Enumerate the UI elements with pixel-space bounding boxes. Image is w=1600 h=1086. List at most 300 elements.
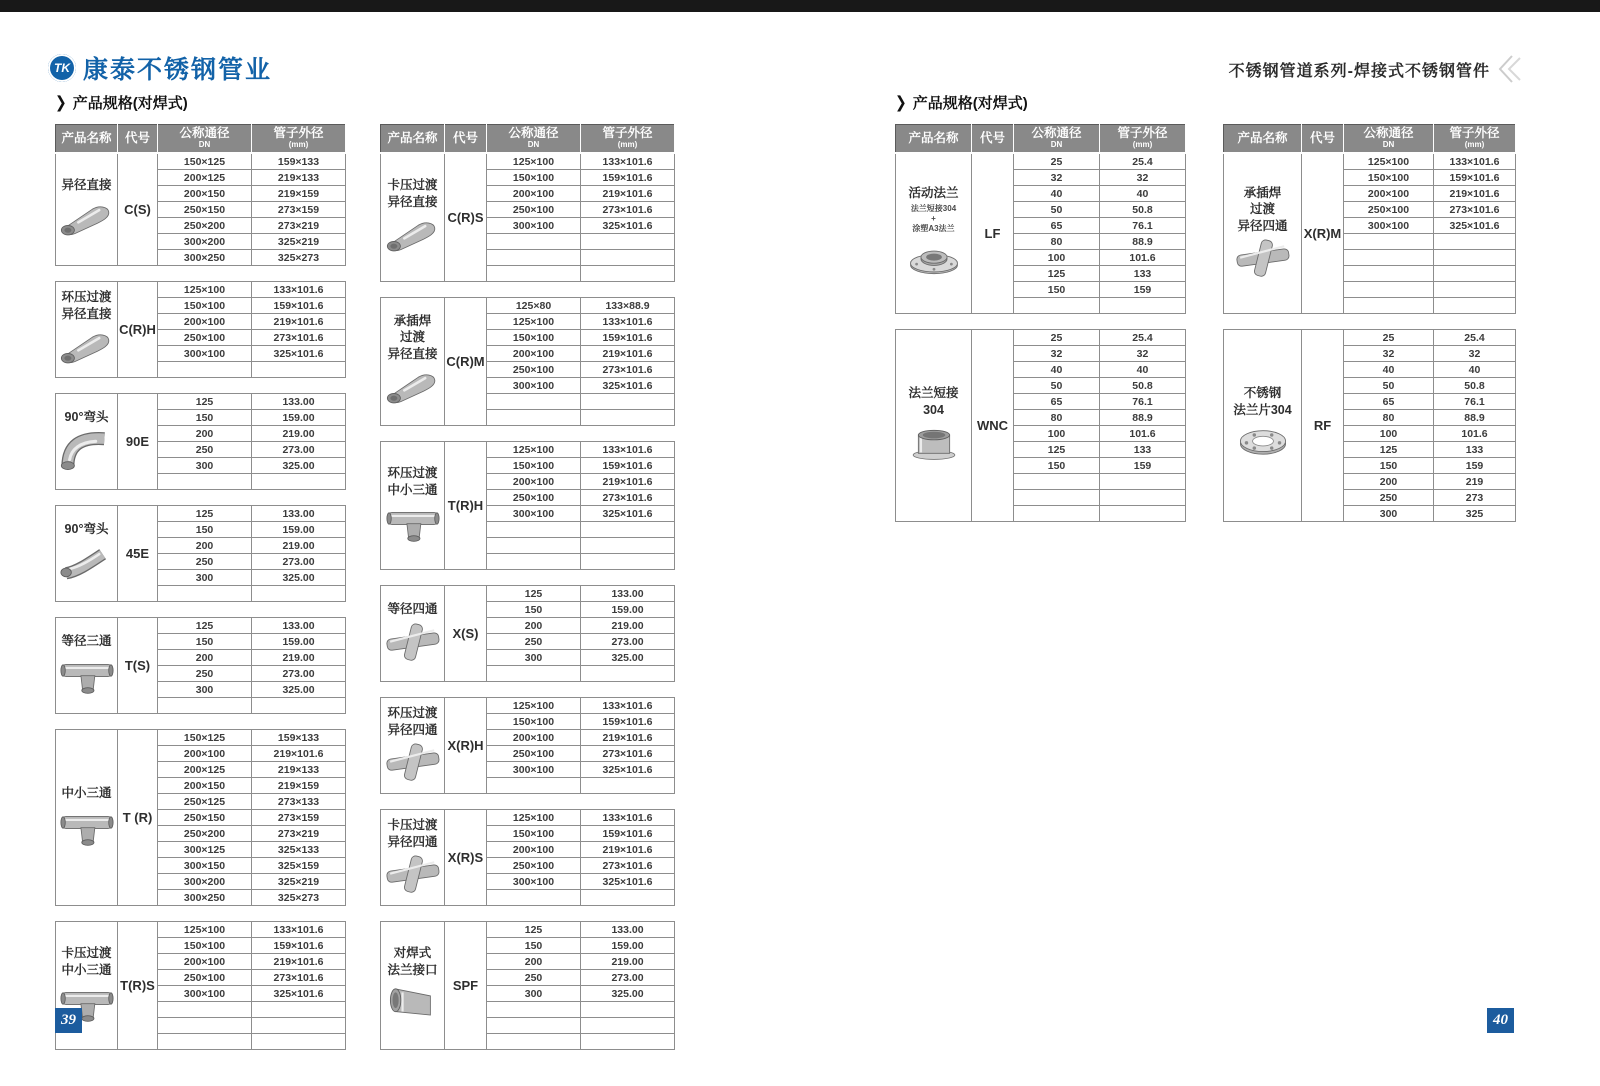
spec-table-trs <box>55 921 346 1050</box>
reducer-fitting-image <box>59 198 115 242</box>
dn-value: 150×100 <box>158 938 252 954</box>
od-value: 40 <box>1100 186 1186 202</box>
dn-value <box>1014 506 1100 522</box>
od-value: 25.4 <box>1100 153 1186 170</box>
od-value: 32 <box>1100 346 1186 362</box>
dn-value: 250×100 <box>487 490 581 506</box>
reducer-fitting-image <box>385 366 441 410</box>
od-value <box>1100 474 1186 490</box>
od-value: 325×219 <box>252 874 346 890</box>
dn-value <box>487 666 581 682</box>
dn-value: 125 <box>487 922 581 938</box>
dn-value: 50 <box>1344 378 1434 394</box>
dn-value <box>487 234 581 250</box>
spec-table-90e <box>55 393 346 490</box>
dn-value: 150 <box>1344 458 1434 474</box>
od-value: 219×101.6 <box>1434 186 1516 202</box>
table-column-1 <box>55 124 345 1065</box>
product-name: 承插焊 过渡 异径直接 <box>387 314 438 361</box>
dn-value: 200×100 <box>158 746 252 762</box>
od-value: 325×219 <box>252 234 346 250</box>
dn-value: 125 <box>1014 266 1100 282</box>
od-value: 325.00 <box>252 458 346 474</box>
product-code: C(R)M <box>445 298 487 426</box>
od-value: 76.1 <box>1100 218 1186 234</box>
dn-value: 300×250 <box>158 890 252 906</box>
dn-value: 125×100 <box>158 282 252 298</box>
dn-value: 250×125 <box>158 794 252 810</box>
od-value: 273×219 <box>252 826 346 842</box>
dn-value: 200 <box>1344 474 1434 490</box>
od-value: 133×101.6 <box>1434 153 1516 170</box>
od-value: 159×133 <box>252 153 346 170</box>
header-od: 管子外径 (mm) <box>1434 125 1516 154</box>
dn-value: 150 <box>158 410 252 426</box>
header-dn: 公称通径 DN <box>1344 125 1434 154</box>
table-row <box>56 730 346 746</box>
table-row <box>1224 330 1516 346</box>
product-name: 环压过渡 异径四通 <box>387 706 438 737</box>
od-value: 32 <box>1434 346 1516 362</box>
dn-value: 200×125 <box>158 170 252 186</box>
od-value: 273.00 <box>581 634 675 650</box>
dn-value: 150×100 <box>487 458 581 474</box>
dn-value: 250×100 <box>487 746 581 762</box>
dn-value: 300 <box>158 458 252 474</box>
dn-value <box>1014 490 1100 506</box>
od-value: 219.00 <box>252 538 346 554</box>
od-value: 133×101.6 <box>581 442 675 458</box>
product-name-cell <box>1224 330 1302 522</box>
dn-value: 300×100 <box>487 874 581 890</box>
dn-value: 125×100 <box>158 922 252 938</box>
dn-value: 80 <box>1014 410 1100 426</box>
od-value: 133×88.9 <box>581 298 675 314</box>
dn-value: 100 <box>1014 250 1100 266</box>
od-value: 88.9 <box>1434 410 1516 426</box>
table-row <box>381 298 675 314</box>
dn-value <box>487 250 581 266</box>
product-code: T(R)S <box>118 922 158 1050</box>
dn-value: 200 <box>487 954 581 970</box>
dn-value: 250 <box>158 666 252 682</box>
dn-value <box>487 890 581 906</box>
od-value <box>581 234 675 250</box>
od-value: 219×101.6 <box>581 186 675 202</box>
dn-value: 125×100 <box>487 810 581 826</box>
table-row <box>56 153 346 170</box>
od-value <box>252 474 346 490</box>
spec-table-45e <box>55 505 346 602</box>
series-title: 不锈钢管道系列-焊接式不锈钢管件 <box>1228 63 1490 80</box>
od-value: 273.00 <box>252 442 346 458</box>
dn-value: 300×150 <box>158 858 252 874</box>
od-value: 219×101.6 <box>581 346 675 362</box>
od-value: 219×101.6 <box>252 746 346 762</box>
product-name: 卡压过渡 异径四通 <box>387 818 438 849</box>
dn-value: 50 <box>1014 378 1100 394</box>
od-value <box>581 554 675 570</box>
product-code: T(R)H <box>445 442 487 570</box>
section-title-right <box>895 92 1028 113</box>
od-value: 219 <box>1434 474 1516 490</box>
od-value: 273×101.6 <box>581 202 675 218</box>
section-title-text: 产品规格(对焊式) <box>912 95 1028 112</box>
od-value: 133 <box>1100 266 1186 282</box>
dn-value: 25 <box>1014 153 1100 170</box>
dn-value: 125 <box>158 394 252 410</box>
dn-value: 32 <box>1344 346 1434 362</box>
dn-value: 125×100 <box>1344 153 1434 170</box>
section-arrow-icon: ❯ <box>895 92 907 112</box>
od-value: 325×101.6 <box>252 346 346 362</box>
od-value: 50.8 <box>1100 378 1186 394</box>
product-name-cell <box>381 153 445 282</box>
od-value: 101.6 <box>1100 250 1186 266</box>
od-value: 133×101.6 <box>252 282 346 298</box>
dn-value: 300×100 <box>487 506 581 522</box>
dn-value <box>487 410 581 426</box>
od-value <box>252 362 346 378</box>
dn-value: 150×100 <box>487 714 581 730</box>
product-name-cell <box>381 298 445 426</box>
product-code: SPF <box>445 922 487 1050</box>
spec-table-rf <box>1223 329 1516 522</box>
dn-value: 65 <box>1014 394 1100 410</box>
od-value: 159×101.6 <box>581 714 675 730</box>
od-value: 133×101.6 <box>581 314 675 330</box>
table-row <box>896 153 1186 170</box>
od-value: 325×133 <box>252 842 346 858</box>
od-value: 219×101.6 <box>252 314 346 330</box>
od-value: 159.00 <box>581 602 675 618</box>
od-value <box>1434 282 1516 298</box>
od-value: 88.9 <box>1100 410 1186 426</box>
section-title-text: 产品规格(对焊式) <box>72 95 188 112</box>
dn-value: 150×100 <box>487 170 581 186</box>
dn-value: 125×100 <box>487 698 581 714</box>
od-value: 133.00 <box>252 506 346 522</box>
dn-value: 300 <box>487 986 581 1002</box>
spec-table-spf <box>380 921 675 1050</box>
header-dn: 公称通径 DN <box>158 125 252 154</box>
od-value <box>581 538 675 554</box>
table-row <box>381 442 675 458</box>
dn-value: 200×125 <box>158 762 252 778</box>
dn-value: 300×100 <box>487 218 581 234</box>
od-value: 159×101.6 <box>581 826 675 842</box>
dn-value: 150 <box>1014 458 1100 474</box>
spec-table-cs <box>55 124 346 266</box>
dn-value: 40 <box>1014 362 1100 378</box>
product-name: 90°弯头 <box>64 410 109 425</box>
product-code: T(S) <box>118 618 158 714</box>
product-name-cell <box>381 586 445 682</box>
dn-value: 100 <box>1344 426 1434 442</box>
dn-value: 125×100 <box>487 442 581 458</box>
header-od: 管子外径 (mm) <box>1100 125 1186 154</box>
dn-value <box>158 474 252 490</box>
product-name: 承插焊 过渡 异径四通 <box>1237 186 1288 233</box>
dn-value: 50 <box>1014 202 1100 218</box>
dn-value: 250×150 <box>158 810 252 826</box>
table-column-2 <box>380 124 674 1065</box>
od-value: 273×101.6 <box>581 362 675 378</box>
spec-table-crs <box>380 124 675 282</box>
od-value: 325×159 <box>252 858 346 874</box>
dn-value: 150×100 <box>487 826 581 842</box>
page-number-left: 39 <box>55 1008 82 1033</box>
dn-value: 150×100 <box>158 298 252 314</box>
product-code: C(R)H <box>118 282 158 378</box>
od-value <box>581 250 675 266</box>
od-value: 219.00 <box>581 954 675 970</box>
dn-value: 200×100 <box>158 314 252 330</box>
dn-value: 200 <box>158 650 252 666</box>
product-name: 对焊式 法兰接口 <box>387 946 438 977</box>
dn-value: 200×100 <box>487 474 581 490</box>
product-name-cell <box>56 282 118 378</box>
od-value <box>581 266 675 282</box>
product-code: X(S) <box>445 586 487 682</box>
product-code: X(R)H <box>445 698 487 794</box>
od-value: 325.00 <box>581 650 675 666</box>
table-row <box>56 282 346 298</box>
dn-value: 125 <box>158 618 252 634</box>
table-row <box>56 394 346 410</box>
dn-value: 300×200 <box>158 874 252 890</box>
od-value: 273×133 <box>252 794 346 810</box>
header-product-name: 产品名称 <box>56 125 118 154</box>
od-value: 325×273 <box>252 890 346 906</box>
od-value: 219.00 <box>581 618 675 634</box>
product-subtitle: 法兰短接304 + 涂塑A3法兰 <box>910 204 957 234</box>
dn-value <box>487 1002 581 1018</box>
od-value: 76.1 <box>1434 394 1516 410</box>
dn-value <box>487 266 581 282</box>
section-title-left <box>55 92 188 113</box>
dn-value: 250×100 <box>487 858 581 874</box>
od-value: 133×101.6 <box>252 922 346 938</box>
od-value <box>581 394 675 410</box>
dn-value: 150 <box>158 522 252 538</box>
dn-value <box>1014 298 1100 314</box>
dn-value: 250×100 <box>158 330 252 346</box>
cross-fitting-image <box>385 854 441 898</box>
od-value <box>252 1002 346 1018</box>
dn-value: 250 <box>487 634 581 650</box>
od-value <box>581 410 675 426</box>
product-name: 不锈钢 法兰片304 <box>1233 386 1292 417</box>
od-value: 325.00 <box>252 682 346 698</box>
header-code: 代号 <box>972 125 1014 154</box>
dn-value: 125 <box>1014 442 1100 458</box>
dn-value: 65 <box>1014 218 1100 234</box>
brand-name: 康泰不锈钢管业 <box>83 56 273 84</box>
od-value: 159.00 <box>252 522 346 538</box>
od-value: 325×101.6 <box>581 762 675 778</box>
od-value <box>252 1034 346 1050</box>
dn-value <box>1344 282 1434 298</box>
od-value: 219×101.6 <box>252 954 346 970</box>
od-value <box>1100 490 1186 506</box>
dn-value: 65 <box>1344 394 1434 410</box>
dn-value: 125×100 <box>487 153 581 170</box>
dn-value: 32 <box>1014 346 1100 362</box>
dn-value: 80 <box>1014 234 1100 250</box>
cross-fitting-image <box>1235 238 1291 282</box>
od-value: 101.6 <box>1100 426 1186 442</box>
header-od: 管子外径 (mm) <box>252 125 346 154</box>
od-value: 219×133 <box>252 762 346 778</box>
product-name-cell <box>381 922 445 1050</box>
od-value: 273.00 <box>581 970 675 986</box>
dn-value <box>487 1018 581 1034</box>
od-value: 159 <box>1100 282 1186 298</box>
od-value: 50.8 <box>1434 378 1516 394</box>
od-value: 325.00 <box>252 570 346 586</box>
od-value: 219×159 <box>252 778 346 794</box>
od-value: 325×101.6 <box>581 218 675 234</box>
od-value: 273×101.6 <box>581 858 675 874</box>
product-name-cell <box>56 506 118 602</box>
loose-flange-image <box>906 238 962 282</box>
product-name-cell <box>56 153 118 266</box>
od-value: 273×219 <box>252 218 346 234</box>
dn-value: 250×200 <box>158 826 252 842</box>
product-code: X(R)S <box>445 810 487 906</box>
table-column-4 <box>1223 124 1515 537</box>
dn-value: 300×100 <box>487 762 581 778</box>
dn-value <box>158 586 252 602</box>
dn-value: 25 <box>1344 330 1434 346</box>
product-name: 异径直接 <box>61 178 112 193</box>
od-value: 325×101.6 <box>252 986 346 1002</box>
od-value <box>1434 250 1516 266</box>
product-code: C(S) <box>118 153 158 266</box>
od-value: 273.00 <box>252 554 346 570</box>
header-od: 管子外径 (mm) <box>581 125 675 154</box>
od-value: 273×159 <box>252 202 346 218</box>
dn-value <box>487 538 581 554</box>
dn-value: 250×200 <box>158 218 252 234</box>
table-row <box>1224 153 1516 170</box>
od-value: 325×101.6 <box>581 506 675 522</box>
dn-value: 300×200 <box>158 234 252 250</box>
spec-table-xrs <box>380 809 675 906</box>
od-value: 159 <box>1434 458 1516 474</box>
product-name-cell <box>56 730 118 906</box>
dn-value: 200 <box>158 538 252 554</box>
dn-value <box>158 1018 252 1034</box>
dn-value: 200×150 <box>158 186 252 202</box>
header-dn: 公称通径 DN <box>1014 125 1100 154</box>
tee-fitting-image <box>385 502 441 546</box>
dn-value: 200×100 <box>487 730 581 746</box>
od-value: 273×101.6 <box>581 490 675 506</box>
od-value: 88.9 <box>1100 234 1186 250</box>
od-value <box>581 1002 675 1018</box>
od-value: 325×101.6 <box>1434 218 1516 234</box>
dn-value: 300×125 <box>158 842 252 858</box>
dn-value: 125×80 <box>487 298 581 314</box>
od-value: 159.00 <box>252 634 346 650</box>
stub-end-image <box>906 422 962 466</box>
od-value <box>581 522 675 538</box>
spec-table-crm <box>380 297 675 426</box>
dn-value: 125 <box>1344 442 1434 458</box>
spec-table-tr <box>55 729 346 906</box>
dn-value <box>487 1034 581 1050</box>
product-name-cell <box>381 698 445 794</box>
od-value: 219×159 <box>252 186 346 202</box>
dn-value: 150 <box>1014 282 1100 298</box>
table-row <box>381 153 675 170</box>
product-name: 卡压过渡 异径直接 <box>387 178 438 209</box>
table-row <box>56 618 346 634</box>
tee-fitting-image <box>59 654 115 698</box>
dn-value <box>1014 474 1100 490</box>
dn-value <box>487 394 581 410</box>
product-name: 90°弯头 <box>64 522 109 537</box>
dn-value <box>158 362 252 378</box>
od-value: 133.00 <box>252 618 346 634</box>
product-name-cell <box>56 394 118 490</box>
product-code: 90E <box>118 394 158 490</box>
page-top-edge <box>0 0 1600 12</box>
table-row <box>381 810 675 826</box>
od-value: 133×101.6 <box>581 698 675 714</box>
dn-value: 150×125 <box>158 153 252 170</box>
od-value <box>252 698 346 714</box>
dn-value: 150×100 <box>1344 170 1434 186</box>
dn-value: 250×150 <box>158 202 252 218</box>
corner-chevron-icon <box>1496 54 1522 89</box>
dn-value: 200 <box>158 426 252 442</box>
od-value: 50.8 <box>1100 202 1186 218</box>
spec-table-wnc <box>895 329 1186 522</box>
od-value: 219×101.6 <box>581 730 675 746</box>
dn-value: 40 <box>1344 362 1434 378</box>
spec-table-trh <box>380 441 675 570</box>
dn-value <box>1344 298 1434 314</box>
product-name: 等径四通 <box>387 602 438 617</box>
od-value: 159×101.6 <box>581 330 675 346</box>
od-value: 76.1 <box>1100 394 1186 410</box>
od-value: 133.00 <box>581 922 675 938</box>
spec-table-ts <box>55 617 346 714</box>
dn-value: 300×100 <box>158 346 252 362</box>
spec-table-lf <box>895 124 1186 314</box>
od-value: 159 <box>1100 458 1186 474</box>
od-value <box>581 1018 675 1034</box>
section-arrow-icon: ❯ <box>55 92 67 112</box>
product-name-cell <box>56 618 118 714</box>
dn-value <box>1344 266 1434 282</box>
od-value: 25.4 <box>1434 330 1516 346</box>
dn-value: 250×100 <box>487 362 581 378</box>
od-value: 273×101.6 <box>1434 202 1516 218</box>
dn-value: 300×250 <box>158 250 252 266</box>
od-value: 159×101.6 <box>1434 170 1516 186</box>
dn-value: 150×125 <box>158 730 252 746</box>
spec-table-xrm <box>1223 124 1516 314</box>
od-value: 273×101.6 <box>252 330 346 346</box>
od-value: 273.00 <box>252 666 346 682</box>
dn-value: 300×100 <box>487 378 581 394</box>
od-value: 159×101.6 <box>581 170 675 186</box>
dn-value <box>158 1034 252 1050</box>
